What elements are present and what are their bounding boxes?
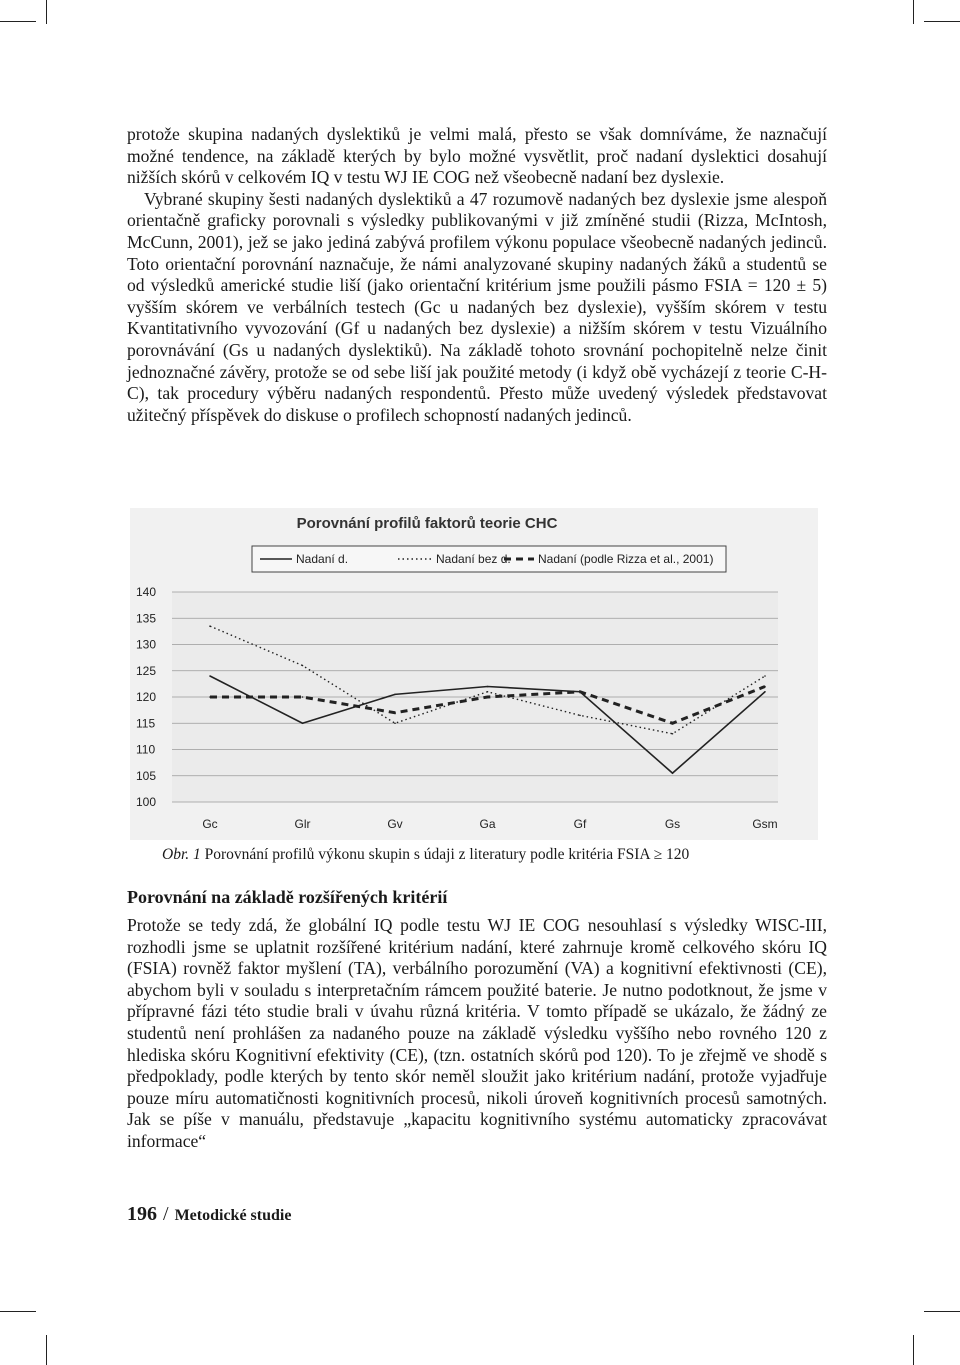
body-text-bottom	[127, 915, 827, 1153]
data-point	[764, 686, 766, 688]
paragraph: Vybrané skupiny šesti nadaných dyslektiků a 47 rozumově nadaných bez dyslexie jsme alespoň orientačně graficky porovnali s výsledky publikovanými v již zmíněné studii (Rizza, McIntosh, McCunn, 2001), jež se jako jediná zabývá profilem výkonu populace všeobecně nadaných jedinců. Toto orientační porovnání naznačuje, že námi analyzované skupiny nadaných žáků a studentů se od výsledků americké studie liší (jako orientační kritérium jsme použili pásmo FSIA = 120 ± 5) vyšším skórem ve verbálních testech (Gc u nadaných bez dyslexie), vyšším skórem v testu Kvantitativního vyvozování (Gf u nadaných bez dyslexie) a nižším skórem v testu Vizuálního porovnávání (Gs u nadaných dyslektiků). Na základě tohoto srovnání pochopitelně nelze činit jednoznačné závěry, protože se od sebe liší jak použité metody (i když obě vycházejí z teorie C-H-C), tak procedury výběru nadaných respondentů. Přesto může uvedený výsledek představovat užitečný příspěvek do diskuse o profilech schopností nadaných jedinců.	[127, 188, 827, 425]
y-tick-label: 130	[136, 637, 157, 652]
body-text-top	[127, 124, 827, 426]
caption-text: Porovnání profilů výkonu skupin s údaji z literatury podle kritéria FSIA ≥ 120	[200, 846, 690, 863]
crop-mark	[0, 21, 36, 22]
paragraph: protože skupina nadaných dyslektiků je velmi malá, přesto se však domníváme, že naznačují možné tendence, na základě kterých by bylo možné vysvětlit, proč nadaní dyslektici dosahují nižších skórů v celkovém IQ v testu WJ IE COG než všeobecně nadaní bez dyslexie.	[127, 124, 827, 188]
x-tick-label: Gc	[202, 817, 218, 831]
y-tick-label: 100	[136, 795, 157, 809]
data-point	[209, 625, 211, 627]
data-point	[487, 686, 489, 688]
caption-label: Obr. 1	[162, 846, 201, 863]
y-tick-label: 135	[136, 611, 157, 626]
y-axis	[136, 585, 156, 809]
chart-title: Porovnání profilů faktorů teorie CHC	[296, 515, 558, 532]
data-point	[302, 696, 304, 698]
data-point	[764, 691, 766, 693]
data-point	[579, 691, 581, 693]
crop-mark	[46, 0, 47, 24]
x-tick-label: Gs	[664, 817, 681, 831]
data-point	[487, 696, 489, 698]
data-point	[394, 694, 396, 696]
data-point	[302, 665, 304, 667]
x-tick-label: Glr	[294, 817, 311, 831]
legend-label: Nadaní d.	[296, 552, 349, 566]
footer-separator: /	[163, 1203, 169, 1225]
data-point	[487, 691, 489, 693]
crop-mark	[924, 1311, 960, 1312]
data-point	[672, 722, 674, 724]
crop-mark	[913, 1335, 914, 1365]
crop-mark	[0, 1311, 36, 1312]
legend-label: Nadaní bez d.	[436, 552, 511, 566]
data-point	[579, 715, 581, 717]
figure-caption	[162, 846, 689, 864]
chart-figure	[130, 508, 818, 840]
y-tick-label: 120	[136, 690, 157, 704]
data-point	[764, 675, 766, 677]
legend-label: Nadaní (podle Rizza et al., 2001)	[538, 552, 714, 566]
crop-mark	[924, 21, 960, 22]
x-tick-label: Gsm	[752, 817, 778, 831]
x-tick-label: Ga	[479, 817, 496, 831]
page-number: 196	[127, 1203, 157, 1225]
journal-section: Metodické studie	[174, 1207, 292, 1224]
section-heading: Porovnání na základě rozšířených kritérií	[127, 887, 448, 907]
x-tick-label: Gv	[387, 817, 403, 831]
line-chart	[130, 508, 818, 840]
data-point	[209, 675, 211, 677]
data-point	[672, 772, 674, 774]
y-tick-label: 140	[136, 585, 157, 599]
x-tick-label: Gf	[573, 817, 587, 831]
y-tick-label: 105	[136, 768, 157, 783]
data-point	[672, 733, 674, 735]
crop-mark	[913, 0, 914, 24]
crop-mark	[46, 1335, 47, 1365]
page-footer	[127, 1203, 291, 1226]
x-axis	[202, 817, 777, 831]
paragraph: Protože se tedy zdá, že globální IQ podle testu WJ IE COG nesouhlasí s výsledky WISC-III, rozhodli jsme se uplatnit rozšířené kritérium nadání, které zahrnuje kromě celkového skóru IQ (FSIA) rovněž faktor myšlení (TA), verbálního porozumění (VA) a kognitivní efektivnosti (CE), abychom byli v souladu s interpretačním rámcem použité baterie. Je nutno podotknout, že jsme v přípravné fázi této studie brali v úvahu různá kritéria. V tomto případě se ukázalo, že žádný ze studentů není prohlášen za nadaného pouze na základě výsledku vyššího nebo rovného 120 z hlediska skóru Kognitivní efektivity (CE), (tzn. ostatních skórů pod 120). To je zřejmě ve shodě s předpoklady, podle kterých by tento skór neměl sloužit jako kritérium nadání, protože vyjadřuje pouze míru automatičnosti kognitivních procesů, nikoli úroveň kognitivních procesů samotných. Jak se píše v manuálu, představuje „kapacitu kognitivního systému automaticky zpracovávat informace“	[127, 915, 827, 1151]
y-tick-label: 115	[136, 716, 156, 731]
legend	[260, 552, 713, 566]
y-tick-label: 110	[136, 742, 156, 757]
data-point	[209, 696, 211, 698]
data-point	[394, 712, 396, 714]
y-tick-label: 125	[136, 663, 157, 678]
data-point	[302, 722, 304, 724]
data-point	[394, 722, 396, 724]
